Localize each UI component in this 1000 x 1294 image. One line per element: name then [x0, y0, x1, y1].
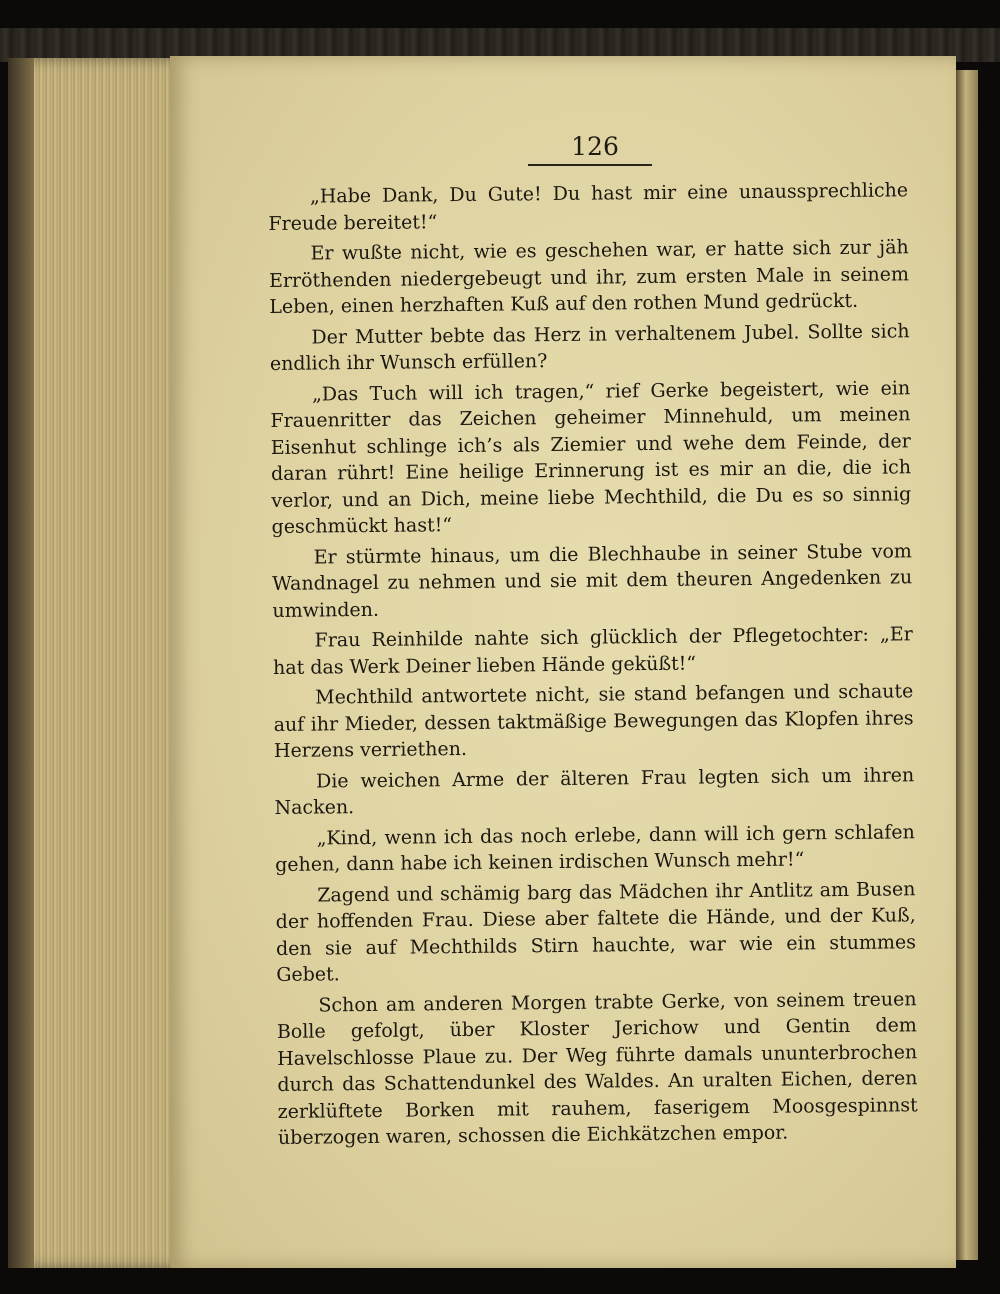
- paragraph: „Habe Dank, Du Gute! Du hast mir eine unaussprechliche Freude bereitet!“: [268, 179, 909, 235]
- body-text: [268, 177, 918, 1151]
- page-edges-left: [8, 58, 183, 1268]
- header-rule: [528, 164, 652, 166]
- paragraph: Er stürmte hinaus, um die Blechhaube in seiner Stube vom Wandnagel zu nehmen und sie mit dem theuren Angedenken zu umwinden.: [272, 539, 913, 622]
- paragraph: Die weichen Arme der älteren Frau legten sich um ihren Nacken.: [274, 763, 915, 819]
- paragraph: Frau Reinhilde nahte sich glücklich der Pflegetochter: „Er hat das Werk Deiner lieben Hände geküßt!“: [272, 623, 913, 679]
- paragraph: Schon am anderen Morgen trabte Gerke, von seinem treuen Bolle gefolgt, über Kloster Jerichow und Gentin dem Havelschlosse Plaue zu. Der Weg führte damals ununterbrochen durch das Schattendunkel des Waldes. An uralten Eichen, deren zerklüftete Borken mit rauhem, faserigem Moosgespinnst überzogen waren, schossen die Eichkätzchen empor.: [276, 987, 918, 1149]
- paragraph: Er wußte nicht, wie es geschehen war, er hatte sich zur jäh Erröthenden niedergebeugt und ihr, zum ersten Male in seinem Leben, einen herzhaften Kuß auf den rothen Mund gedrückt.: [268, 236, 910, 318]
- paragraph: Mechthild antwortete nicht, sie stand befangen und schaute auf ihr Mieder, dessen taktmäßige Bewegungen das Klopfen ihres Herzens verriethen.: [273, 680, 914, 762]
- page-number: 126: [571, 132, 619, 161]
- page-edges-right: [956, 70, 978, 1260]
- book-spine-shadow: [8, 58, 34, 1268]
- paragraph: Der Mutter bebte das Herz in verhaltenem Jubel. Sollte sich endlich ihr Wunsch erfüllen?: [269, 319, 910, 375]
- paragraph: „Kind, wenn ich das noch erlebe, dann will ich gern schlafen gehen, dann habe ich keinen irdischen Wunsch mehr!“: [275, 820, 915, 876]
- paragraph: Zagend und schämig barg das Mädchen ihr Antlitz am Busen der hoffenden Frau. Diese aber faltete die Hände, und der Kuß, den sie auf Mechthilds Stirn hauchte, war wie ein stummes Gebet.: [275, 877, 917, 986]
- paragraph: „Das Tuch will ich tragen,“ rief Gerke begeistert, wie ein Frauenritter das Zeichen geheimer Minnehuld, um meinen Eisenhut schlinge ich’s als Ziemier und wehe dem Feinde, der daran rührt! Eine heilige Erinnerung ist es mir an die, die ich verlor, und an Dich, meine liebe Mechthild, die Du es so sinnig geschmückt hast!“: [270, 376, 912, 538]
